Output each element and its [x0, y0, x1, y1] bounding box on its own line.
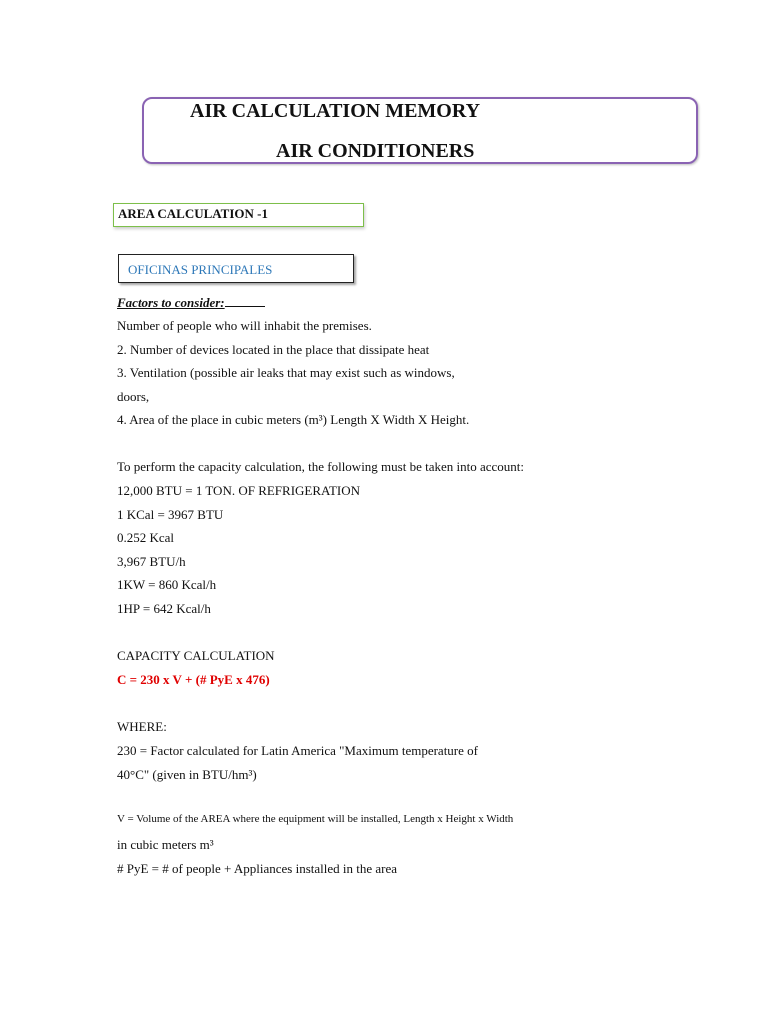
where-line: 230 = Factor calculated for Latin America "Maximum temperature of — [117, 743, 478, 758]
volume-units: in cubic meters m³ — [117, 837, 214, 852]
factor-item: 2. Number of devices located in the place that dissipate heat — [117, 342, 430, 357]
where-line: 40°C" (given in BTU/hm³) — [117, 767, 257, 782]
capacity-intro: To perform the capacity calculation, the following must be taken into account: — [117, 459, 525, 474]
conversion-line: 12,000 BTU = 1 TON. OF REFRIGERATION — [117, 483, 361, 498]
office-label: OFICINAS PRINCIPALES — [118, 254, 354, 283]
factor-item: Number of people who will inhabit the premises. — [117, 318, 372, 333]
document-subtitle: AIR CONDITIONERS — [276, 140, 475, 162]
pye-definition: # PyE = # of people + Appliances installed in the area — [117, 861, 398, 876]
capacity-heading: CAPACITY CALCULATION — [117, 648, 275, 663]
factors-heading-text: Factors to consider: — [117, 295, 225, 310]
where-label: WHERE: — [117, 719, 167, 734]
conversion-line: 3,967 BTU/h — [117, 554, 186, 569]
area-calculation-label: AREA CALCULATION -1 — [113, 203, 364, 227]
factor-item: 3. Ventilation (possible air leaks that may exist such as windows, — [117, 365, 455, 380]
factor-item: doors, — [117, 389, 150, 404]
document-title: AIR CALCULATION MEMORY — [190, 100, 481, 122]
conversion-line: 0.252 Kcal — [117, 530, 175, 545]
volume-definition: V = Volume of the AREA where the equipment will be installed, Length x Height x Width — [117, 813, 514, 825]
conversion-line: 1HP = 642 Kcal/h — [117, 601, 211, 616]
capacity-formula: C = 230 x V + (# PyE x 476) — [117, 672, 270, 687]
factor-item: 4. Area of the place in cubic meters (m³) Length X Width X Height. — [117, 412, 470, 427]
conversion-line: 1 KCal = 3967 BTU — [117, 507, 224, 522]
conversion-line: 1KW = 860 Kcal/h — [117, 577, 217, 592]
factors-heading — [117, 295, 265, 311]
